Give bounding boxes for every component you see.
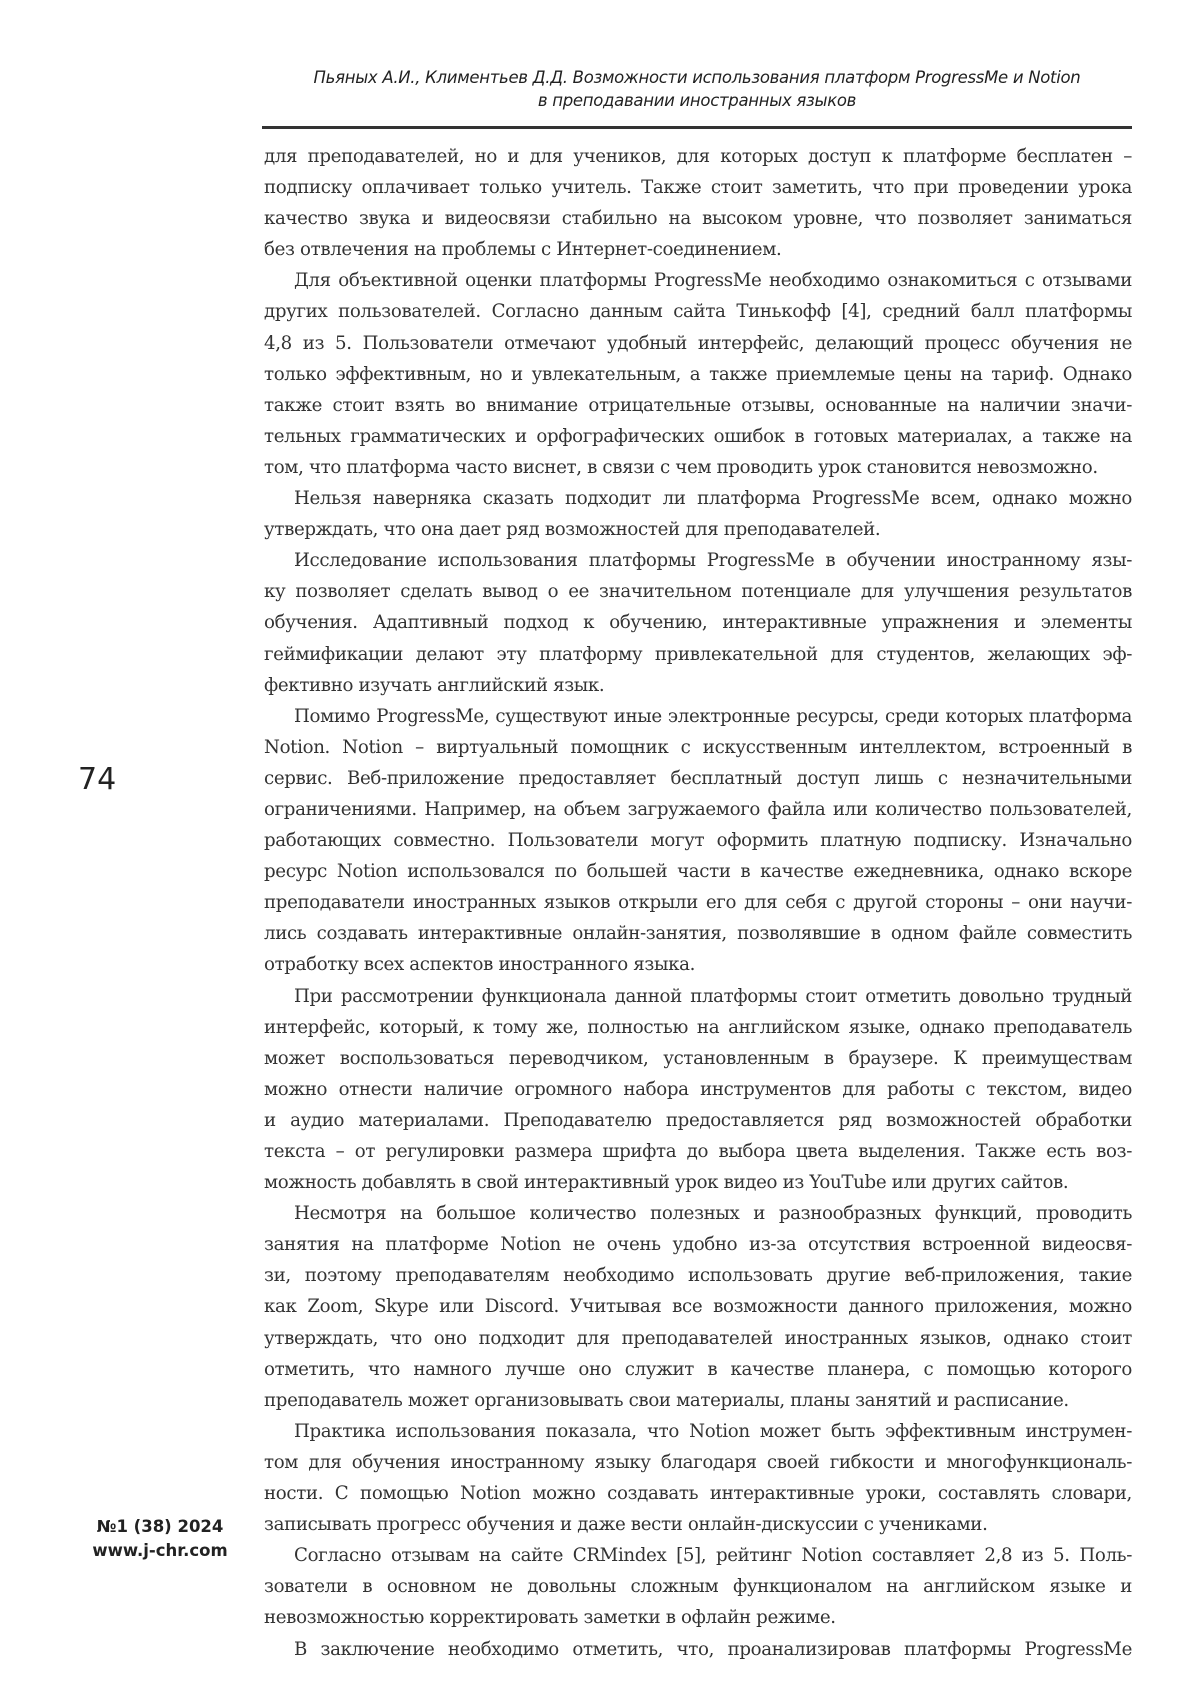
text-line: для преподавателей, но и для учеников, для которых доступ к платформе бесплатен – bbox=[264, 141, 1132, 172]
text-line: зователи в основном не довольны сложным функционалом на английском языке и bbox=[264, 1571, 1132, 1602]
paragraph bbox=[264, 265, 1132, 483]
text-line: может воспользоваться переводчиком, установленным в браузере. К преимуществам bbox=[264, 1043, 1132, 1074]
paragraph bbox=[264, 1198, 1132, 1416]
paragraph bbox=[264, 141, 1132, 265]
text-line: ку позволяет сделать вывод о ее значительном потенциале для улучшения результатов bbox=[264, 576, 1132, 607]
text-line: отметить, что намного лучше оно служит в качестве планера, с помощью которого bbox=[264, 1354, 1132, 1385]
text-line: ности. С помощью Notion можно создавать интерактивные уроки, составлять словари, bbox=[264, 1478, 1132, 1509]
text-line: как Zoom, Skype или Discord. Учитывая все возможности данного приложения, можно bbox=[264, 1291, 1132, 1322]
text-line: фективно изучать английский язык. bbox=[264, 670, 1132, 701]
paragraph bbox=[264, 701, 1132, 981]
text-line: утверждать, что оно подходит для преподавателей иностранных языков, однако стоит bbox=[264, 1323, 1132, 1354]
text-line: сервис. Веб-приложение предоставляет бесплатный доступ лишь с незначительными bbox=[264, 763, 1132, 794]
running-header bbox=[262, 66, 1132, 112]
text-line: Практика использования показала, что Notion может быть эффективным инструмен- bbox=[264, 1416, 1132, 1447]
text-line: том, что платформа часто виснет, в связи с чем проводить урок становится невозможно. bbox=[264, 452, 1132, 483]
paragraph bbox=[264, 1634, 1132, 1665]
text-line: работающих совместно. Пользователи могут оформить платную подписку. Изначально bbox=[264, 825, 1132, 856]
header-divider bbox=[262, 126, 1132, 129]
text-line: ограничениями. Например, на объем загружаемого файла или количество пользователей, bbox=[264, 794, 1132, 825]
paragraph bbox=[264, 545, 1132, 700]
text-line: том для обучения иностранному языку благодаря своей гибкости и многофункциональ- bbox=[264, 1447, 1132, 1478]
text-line: только эффективным, но и увлекательным, а также приемлемые цены на тариф. Однако bbox=[264, 359, 1132, 390]
text-line: Notion. Notion – виртуальный помощник с искусственным интеллектом, встроенный в bbox=[264, 732, 1132, 763]
journal-footer bbox=[80, 1515, 240, 1563]
text-line: текста – от регулировки размера шрифта до выбора цвета выделения. Также есть воз- bbox=[264, 1136, 1132, 1167]
text-line: интерфейс, который, к тому же, полностью на английском языке, однако преподаватель bbox=[264, 1012, 1132, 1043]
text-line: невозможностью корректировать заметки в офлайн режиме. bbox=[264, 1602, 1132, 1633]
text-line: Помимо ProgressMe, существуют иные электронные ресурсы, среди которых платформа bbox=[264, 701, 1132, 732]
text-line: Для объективной оценки платформы ProgressMe необходимо ознакомиться с отзывами bbox=[264, 265, 1132, 296]
text-line: зи, поэтому преподавателям необходимо использовать другие веб-приложения, такие bbox=[264, 1260, 1132, 1291]
text-line: качество звука и видеосвязи стабильно на высоком уровне, что позволяет заниматься bbox=[264, 203, 1132, 234]
journal-website: www.j-chr.com bbox=[80, 1539, 240, 1563]
article-body bbox=[264, 141, 1132, 1665]
text-line: обучения. Адаптивный подход к обучению, интерактивные упражнения и элементы bbox=[264, 607, 1132, 638]
text-line: можность добавлять в свой интерактивный урок видео из YouTube или других сайтов. bbox=[264, 1167, 1132, 1198]
text-line: подписку оплачивает только учитель. Также стоит заметить, что при проведении урока bbox=[264, 172, 1132, 203]
paragraph bbox=[264, 1540, 1132, 1633]
text-line: преподаватели иностранных языков открыли его для себя с другой стороны – они научи- bbox=[264, 887, 1132, 918]
text-line: ресурс Notion использовался по большей части в качестве ежедневника, однако вскоре bbox=[264, 856, 1132, 887]
text-line: Нельзя наверняка сказать подходит ли платформа ProgressMe всем, однако можно bbox=[264, 483, 1132, 514]
text-line: В заключение необходимо отметить, что, проанализировав платформы ProgressMe bbox=[264, 1634, 1132, 1665]
text-line: геймификации делают эту платформу привлекательной для студентов, желающих эф- bbox=[264, 639, 1132, 670]
paragraph bbox=[264, 483, 1132, 545]
text-line: и аудио материалами. Преподавателю предоставляется ряд возможностей обработки bbox=[264, 1105, 1132, 1136]
text-line: тельных грамматических и орфографических ошибок в готовых материалах, а также на bbox=[264, 421, 1132, 452]
text-line: других пользователей. Согласно данным сайта Тинькофф [4], средний балл платформы bbox=[264, 296, 1132, 327]
header-line-1: Пьяных А.И., Климентьев Д.Д. Возможности использования платформ ProgressMe и Notion bbox=[262, 66, 1132, 89]
text-line: Несмотря на большое количество полезных и разнообразных функций, проводить bbox=[264, 1198, 1132, 1229]
journal-issue: №1 (38) 2024 bbox=[80, 1515, 240, 1539]
text-line: можно отнести наличие огромного набора инструментов для работы с текстом, видео bbox=[264, 1074, 1132, 1105]
text-line: занятия на платформе Notion не очень удобно из-за отсутствия встроенной видеосвя- bbox=[264, 1229, 1132, 1260]
text-line: Согласно отзывам на сайте CRMindex [5], рейтинг Notion составляет 2,8 из 5. Поль- bbox=[264, 1540, 1132, 1571]
text-line: Исследование использования платформы ProgressMe в обучении иностранному язы- bbox=[264, 545, 1132, 576]
text-line: записывать прогресс обучения и даже вести онлайн-дискуссии с учениками. bbox=[264, 1509, 1132, 1540]
text-line: 4,8 из 5. Пользователи отмечают удобный интерфейс, делающий процесс обучения не bbox=[264, 328, 1132, 359]
text-line: преподаватель может организовывать свои материалы, планы занятий и расписание. bbox=[264, 1385, 1132, 1416]
paragraph bbox=[264, 1416, 1132, 1540]
text-line: утверждать, что она дает ряд возможностей для преподавателей. bbox=[264, 514, 1132, 545]
header-line-2: в преподавании иностранных языков bbox=[262, 89, 1132, 112]
text-line: При рассмотрении функционала данной платформы стоит отметить довольно трудный bbox=[264, 981, 1132, 1012]
text-line: без отвлечения на проблемы с Интернет-соединением. bbox=[264, 234, 1132, 265]
paragraph bbox=[264, 981, 1132, 1199]
text-line: лись создавать интерактивные онлайн-занятия, позволявшие в одном файле совместить bbox=[264, 918, 1132, 949]
text-line: также стоит взять во внимание отрицательные отзывы, основанные на наличии значи- bbox=[264, 390, 1132, 421]
text-line: отработку всех аспектов иностранного языка. bbox=[264, 949, 1132, 980]
page-number: 74 bbox=[78, 762, 116, 797]
